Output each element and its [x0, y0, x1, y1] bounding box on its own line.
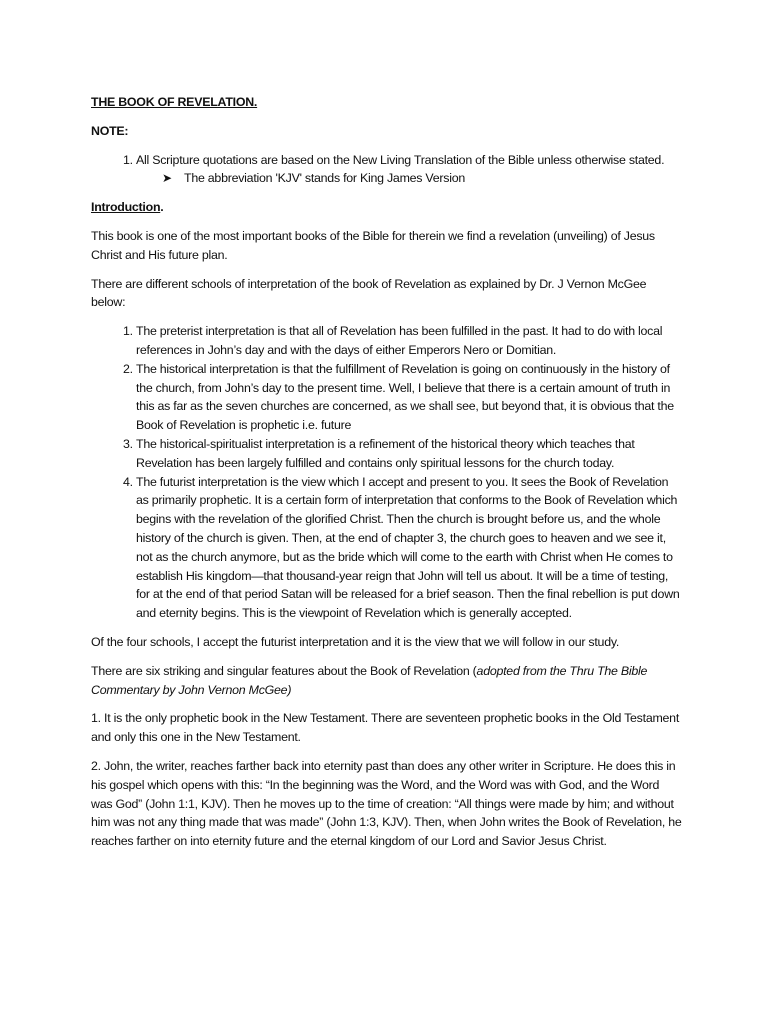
introduction-heading-suffix: .	[160, 200, 164, 215]
paragraph-four-schools: Of the four schools, I accept the futurist interpretation and it is the view that we will follow in our study.	[91, 634, 620, 649]
six-features-source: adopted from the Thru The Bible Commentary by John Vernon McGee)	[91, 663, 648, 697]
arrowhead-bullet-icon: ➤	[162, 171, 172, 186]
sub-note-list	[136, 169, 683, 188]
schools-list-item: 3. The historical-spiritualist interpretation is a refinement of the historical theory which teaches that Revelation has been largely fulfilled and contains only spiritual lessons for the church today.	[136, 435, 683, 473]
schools-list-item: 4. The futurist interpretation is the view which I accept and present to you. It sees the Book of Revelation as primarily prophetic. It is a certain form of interpretation that conforms to the Book of Revelation which begins with the revelation of the glorified Christ. Then the church is brought before us, and the whole history of the church is given. Then, at the end of chapter 3, the church goes to heaven and we see it, not as the church anymore, but as the bride which will come to the earth with Christ when He comes to establish His kingdom—that thousand-year reign that John will tell us about. It will be a time of testing, for at the end of that period Satan will be released for a brief season. Then the final rebellion is put down and eternity begins. This is the viewpoint of Revelation which is generally accepted.	[136, 473, 683, 623]
paragraph-six-features	[91, 662, 683, 700]
sub-note-item	[162, 169, 683, 188]
introduction-heading	[91, 198, 683, 217]
sub-note-text: The abbreviation 'KJV' stands for King James Version	[184, 171, 465, 186]
note-item-text: All Scripture quotations are based on the New Living Translation of the Bible unless otherwise stated.	[136, 152, 665, 167]
document-page	[91, 93, 683, 861]
document-title: THE BOOK OF REVELATION.	[91, 95, 258, 109]
feature-item: 2. John, the writer, reaches farther back into eternity past than does any other writer in Scripture. He does this in his gospel which opens with this: “In the beginning was the Word, and the Word was with God, and the Word was God” (John 1:1, KJV). Then he moves up to the time of creation: “All things were made by him; and without him was not any thing made that was made” (John 1:3, KJV). Then, when John writes the Book of Revelation, he reaches farther on into eternity future and the eternal kingdom of our Lord and Savior Jesus Christ.	[91, 758, 682, 849]
feature-item: 1. It is the only prophetic book in the New Testament. There are seventeen prophetic books in the Old Testament and only this one in the New Testament.	[91, 711, 680, 745]
six-features-text: There are six striking and singular features about the Book of Revelation (	[91, 663, 477, 678]
paragraph-schools-intro: There are different schools of interpretation of the book of Revelation as explained by Dr. J Vernon McGee below:	[91, 276, 647, 310]
schools-list-item: 2. The historical interpretation is that the fulfillment of Revelation is going on continuously in the history of the church, from John’s day to the present time. Well, I believe that there is a certain amount of truth in this as far as the seven churches are concerned, as we shall see, but beyond that, it is obvious that the Book of Revelation is prophetic i.e. future	[136, 360, 683, 435]
schools-list	[91, 322, 683, 623]
note-item	[136, 151, 683, 189]
note-list	[91, 151, 683, 189]
paragraph-intro: This book is one of the most important books of the Bible for therein we find a revelation (unveiling) of Jesus Christ and His future plan.	[91, 228, 655, 262]
introduction-heading-text: Introduction	[91, 200, 161, 215]
schools-list-item: 1. The preterist interpretation is that all of Revelation has been fulfilled in the past. It had to do with local references in John’s day and with the days of either Emperors Nero or Domitian.	[136, 322, 683, 360]
note-heading: NOTE:	[91, 123, 129, 138]
